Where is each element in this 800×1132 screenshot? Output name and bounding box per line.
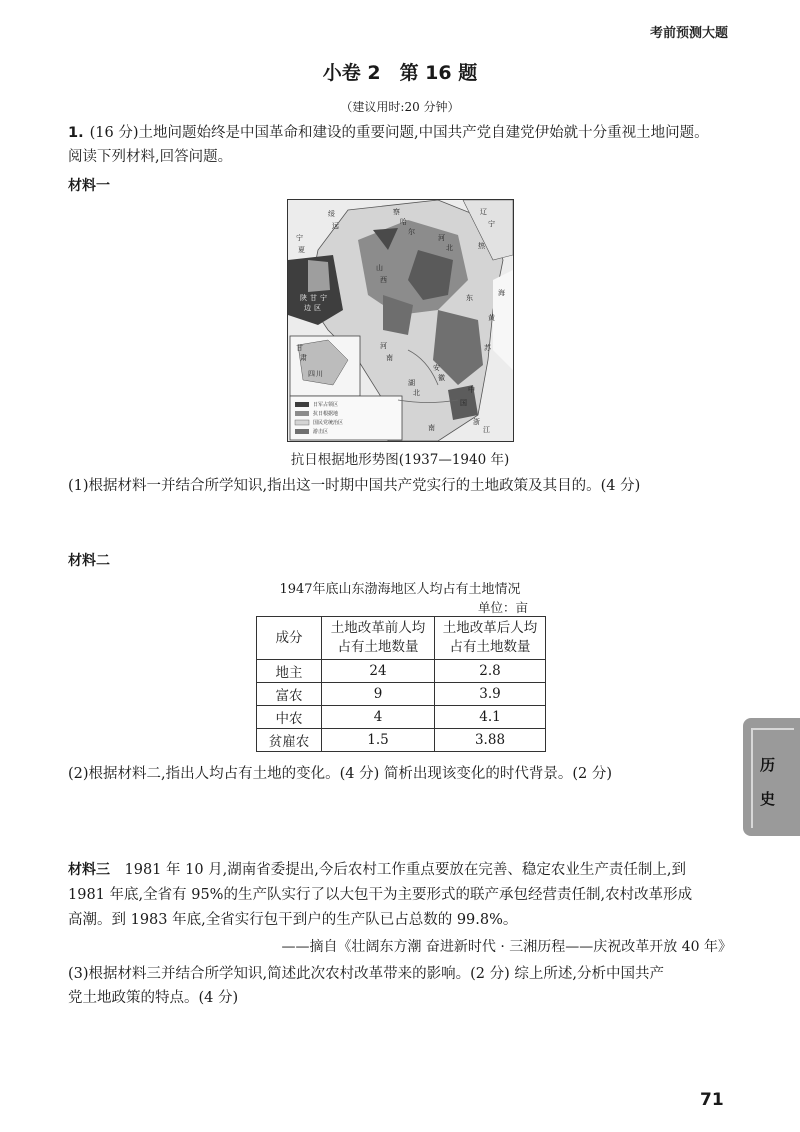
svg-text:北: 北 <box>413 389 420 397</box>
svg-text:游击区: 游击区 <box>313 429 329 435</box>
table-cell: 4 <box>322 706 435 729</box>
table-cell: 贫雇农 <box>257 729 322 752</box>
svg-text:南: 南 <box>386 354 393 362</box>
svg-text:陕: 陕 <box>300 294 307 302</box>
question-number: 1. <box>68 125 84 141</box>
svg-text:川: 川 <box>316 370 323 378</box>
svg-text:宁: 宁 <box>320 294 327 302</box>
table-cell: 3.9 <box>435 683 546 706</box>
table-unit: 单位：亩 <box>478 600 529 615</box>
svg-text:湖: 湖 <box>408 379 415 387</box>
table-cell: 9 <box>322 683 435 706</box>
table-cell: 3.88 <box>435 729 546 752</box>
material2-label: 材料二 <box>68 553 110 569</box>
svg-text:夏: 夏 <box>298 246 305 254</box>
question-part1: (1)根据材料一并结合所学知识,指出这一时期中国共产党实行的土地政策及其目的。(4 分) <box>68 478 641 494</box>
svg-text:察: 察 <box>393 208 400 216</box>
svg-text:甘: 甘 <box>296 344 303 352</box>
svg-text:绥: 绥 <box>328 210 335 218</box>
svg-text:浙: 浙 <box>473 418 480 426</box>
page-title: 小卷 2 第 16 题 <box>322 62 478 84</box>
side-tab-char-1: 历 <box>759 756 775 774</box>
svg-text:尔: 尔 <box>408 228 415 236</box>
svg-text:苏: 苏 <box>484 344 491 352</box>
table-cell: 1.5 <box>322 729 435 752</box>
section-header-tag: 考前预测大题 <box>649 26 728 41</box>
table-cell: 24 <box>322 660 435 683</box>
svg-text:远: 远 <box>332 222 339 230</box>
svg-text:抗日根据地: 抗日根据地 <box>313 411 339 417</box>
svg-text:国民党统治区: 国民党统治区 <box>313 420 344 426</box>
material3-line3: 高潮。到 1983 年底,全省实行包干到户的生产队已占总数的 99.8%。 <box>68 912 518 928</box>
svg-text:山: 山 <box>376 264 383 272</box>
table-cell: 地主 <box>257 660 322 683</box>
base-area-map <box>287 199 514 442</box>
table-cell: 富农 <box>257 683 322 706</box>
svg-text:日军占领区: 日军占领区 <box>313 402 339 408</box>
svg-text:热: 热 <box>478 242 485 250</box>
material1-label: 材料一 <box>68 178 110 194</box>
subject-side-tab <box>743 718 800 836</box>
material3-source: ——摘自《壮阔东方潮 奋进新时代 · 三湘历程——庆祝改革开放 40 年》 <box>281 939 732 955</box>
svg-text:哈: 哈 <box>400 218 407 226</box>
page-number: 71 <box>700 1090 724 1110</box>
svg-text:四: 四 <box>308 370 315 378</box>
material3-line2: 1981 年底,全省有 95%的生产队实行了以大包干为主要形式的联产承包经营责任制,农村改革形成 <box>68 887 693 903</box>
question-intro-line2: 阅读下列材料,回答问题。 <box>68 149 233 165</box>
svg-text:黄: 黄 <box>488 314 495 322</box>
table-caption: 1947年底山东渤海地区人均占有土地情况 <box>279 582 521 597</box>
svg-text:海: 海 <box>498 289 505 297</box>
svg-text:南: 南 <box>428 424 435 432</box>
table-cell: 中农 <box>257 706 322 729</box>
table-header-class: 成分 <box>257 617 322 660</box>
material3-line1: 1981 年 10 月,湖南省委提出,今后农村工作重点要放在完善、稳定农业生产责任制上,到 <box>124 862 687 878</box>
side-tab-frame <box>751 728 794 828</box>
question-intro <box>68 121 736 169</box>
map-caption: 抗日根据地形势图(1937—1940 年) <box>290 452 510 468</box>
suggested-time-note: （建议用时:20 分钟） <box>340 100 460 114</box>
table-row <box>257 683 546 706</box>
table-row <box>257 660 546 683</box>
svg-text:辽: 辽 <box>480 208 487 216</box>
table-row <box>257 729 546 752</box>
svg-text:宁: 宁 <box>488 220 495 228</box>
svg-text:中: 中 <box>468 386 475 394</box>
svg-text:国: 国 <box>460 399 467 407</box>
svg-text:河: 河 <box>438 234 445 242</box>
svg-text:区: 区 <box>314 304 321 312</box>
svg-text:北: 北 <box>446 244 453 252</box>
table-row <box>257 706 546 729</box>
question-part2: (2)根据材料二,指出人均占有土地的变化。(4 分) 简析出现该变化的时代背景。(2 分) <box>68 766 613 782</box>
svg-text:安: 安 <box>433 364 440 372</box>
svg-text:西: 西 <box>380 276 387 284</box>
svg-text:东: 东 <box>466 294 473 302</box>
table-header-before: 土地改革前人均 占有土地数量 <box>322 617 435 660</box>
svg-text:边: 边 <box>304 304 311 312</box>
land-table <box>256 616 546 752</box>
svg-text:河: 河 <box>380 342 387 350</box>
table-cell: 4.1 <box>435 706 546 729</box>
table-header-after: 土地改革后人均 占有土地数量 <box>435 617 546 660</box>
material3-text <box>68 858 736 933</box>
material3-label: 材料三 <box>68 862 110 878</box>
svg-text:徽: 徽 <box>438 374 445 382</box>
svg-text:甘: 甘 <box>310 294 317 302</box>
svg-text:肃: 肃 <box>300 354 307 362</box>
question-part3-line1: (3)根据材料三并结合所学知识,简述此次农村改革带来的影响。(2 分) 综上所述,分析中国共产 <box>68 966 665 982</box>
question-intro-line1: (16 分)土地问题始终是中国革命和建设的重要问题,中国共产党自建党伊始就十分重视土地问题。 <box>89 125 709 141</box>
svg-text:宁: 宁 <box>296 234 303 242</box>
table-cell: 2.8 <box>435 660 546 683</box>
question-part3 <box>68 962 736 1010</box>
map-graphic <box>288 200 513 441</box>
question-part3-line2: 党土地政策的特点。(4 分) <box>68 990 239 1006</box>
svg-text:江: 江 <box>483 426 490 434</box>
side-tab-char-2: 史 <box>759 790 775 808</box>
